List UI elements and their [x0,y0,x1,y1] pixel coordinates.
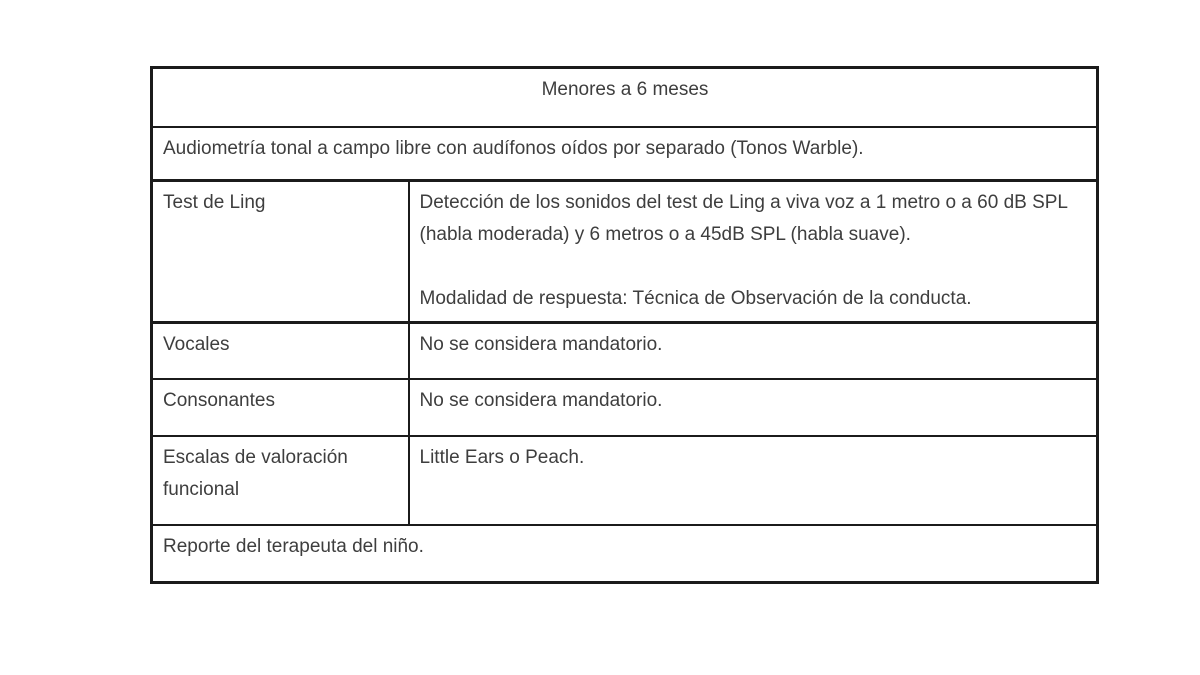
table-row-audiometria [152,127,1098,181]
row-value: Little Ears o Peach. [419,446,585,468]
row-text: Reporte del terapeuta del niño. [163,535,424,557]
full-width-cell-reporte [152,525,1098,583]
table-title: Menores a 6 meses [541,79,709,100]
value-paragraph-2: Modalidad de respuesta: Técnica de Observación de la conducta. [419,288,972,309]
row-text: Audiometría tonal a campo libre con audífonos oídos por separado (Tonos Warble). [163,137,864,159]
row-value: No se considera mandatorio. [419,389,663,411]
table-row-escalas-valoracion [152,436,1098,525]
table-row-vocales [152,323,1098,379]
row-label: Consonantes [163,389,275,411]
table-row-reporte [152,525,1098,583]
row-value-cell-consonantes [409,379,1098,436]
row-label-cell-consonantes [152,379,409,436]
table-title-cell [152,68,1098,127]
row-value-cell-test-de-ling [409,181,1098,323]
full-width-cell-audiometria [152,127,1098,181]
value-paragraph-1: Detección de los sonidos del test de Ling a viva voz a 1 metro o a 60 dB SPL (habla moderada) y 6 metros o a 45dB SPL (habla suave). [419,192,1068,245]
row-label-cell-escalas [152,436,409,525]
row-value-cell-vocales [409,323,1098,379]
row-label-cell-test-de-ling [152,181,409,323]
row-value: No se considera mandatorio. [419,334,663,355]
table-row-consonantes [152,379,1098,436]
row-label: Escalas de valoración funcional [163,446,348,500]
table-header-row [152,68,1098,127]
assessment-table [150,66,1099,584]
row-label: Test de Ling [163,192,266,213]
row-label-cell-vocales [152,323,409,379]
table-row-test-de-ling [152,181,1098,323]
row-label: Vocales [163,334,230,355]
row-value-cell-escalas [409,436,1098,525]
